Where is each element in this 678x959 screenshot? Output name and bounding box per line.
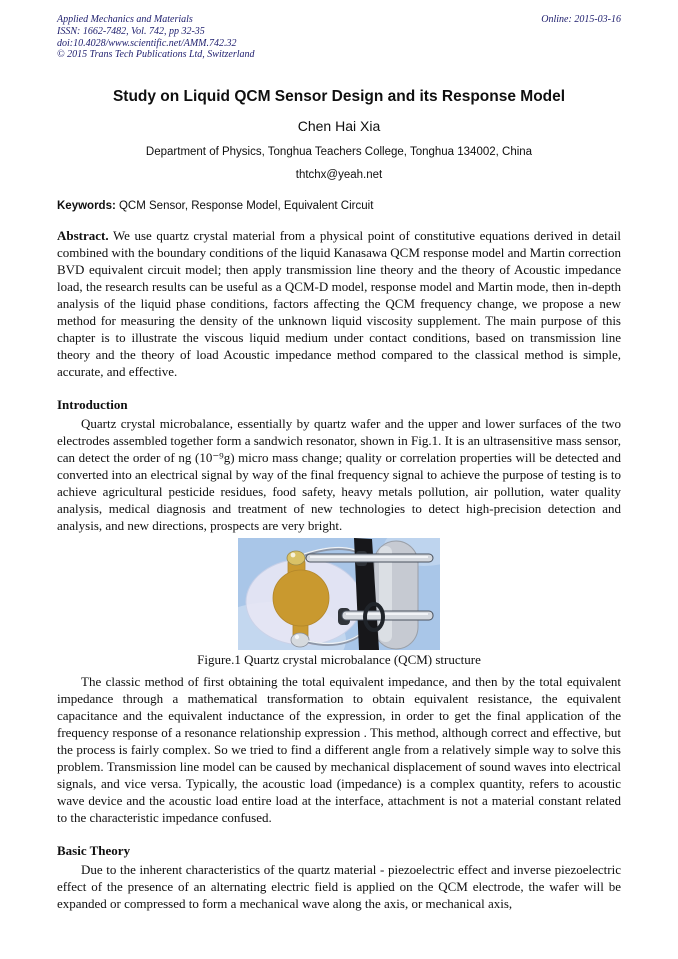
journal-doi: doi:10.4028/www.scientific.net/AMM.742.32 bbox=[57, 37, 237, 49]
gold-electrode bbox=[273, 570, 329, 626]
solder-blob-top bbox=[287, 551, 305, 565]
keywords-label: Keywords: bbox=[57, 200, 116, 213]
keywords-line bbox=[57, 200, 621, 212]
introduction-paragraph-2: The classic method of first obtaining the total equivalent impedance, and then by the total equivalent impedance through a mathematical transformation to obtain equivalent resistance, the equivalent capacitance and the equivalent inductance of the expression, in order to get the final application of the frequency response of a resonance relationship expression . This method, although correct and effective, but the process is fairly complex. So we tried to find a different angle from a relatively simple way to solve this problem. Transmission line model can be caused by mechanical displacement of sound waves into electrical signals, and vice versa. Typically, the acoustic load (impedance) is a complex quantity, refers to acoustic wave device and the acoustic load entire load at the interface, attachment is not a material constant related to the characteristic impedance confused. bbox=[57, 674, 621, 826]
pin-top-shine bbox=[310, 556, 428, 558]
section-heading-basic-theory: Basic Theory bbox=[57, 843, 131, 859]
journal-copyright: © 2015 Trans Tech Publications Ltd, Switzerland bbox=[57, 49, 255, 61]
keywords-text: QCM Sensor, Response Model, Equivalent Circuit bbox=[115, 200, 374, 213]
abstract-paragraph bbox=[57, 227, 621, 380]
figure-1 bbox=[57, 538, 621, 667]
introduction-paragraph-1: Quartz crystal microbalance, essentially by quartz wafer and the upper and lower surfaces of the two electrodes assembled together form a sandwich resonator, shown in Fig.1. It is an ultrasensitive mass sensor, can detect the order of ng (10⁻⁹g) micro mass change; quality or correlation properties will be detected and converted into an electrical signal by way of the final frequency signal to achieve the purpose of testing is to achieve agricultural pesticide residues, food safety, heavy metals pollution, air pollution, water quality analysis, medical diagnosis and treatment of new technologies to detect high-precision detection and analysis, and new directions, prospects are very bright. bbox=[57, 416, 621, 534]
abstract-label: Abstract. bbox=[57, 228, 109, 244]
basic-theory-paragraph-1: Due to the inherent characteristics of the quartz material - piezoelectric effect and inverse piezoelectric effect of the presence of an alternating electric field is applied on the QCM electrode, the wafer will be expanded or compressed to form a mechanical wave along the axis, or mechanical axis, bbox=[57, 862, 621, 912]
metal-pin-bottom bbox=[342, 611, 433, 620]
author-affiliation: Department of Physics, Tonghua Teachers College, Tonghua 134002, China bbox=[145, 146, 533, 159]
solder-blob-bottom-highlight bbox=[295, 635, 299, 639]
figure-caption: Figure.1 Quartz crystal microbalance (QCM) structure bbox=[197, 652, 481, 668]
journal-issn: ISSN: 1662-7482, Vol. 742, pp 32-35 bbox=[57, 25, 205, 37]
section-heading-introduction: Introduction bbox=[57, 397, 128, 413]
journal-info bbox=[57, 14, 255, 61]
qcm-photo bbox=[238, 538, 440, 650]
pin-bottom-shine bbox=[346, 613, 428, 615]
online-date: Online: 2015-03-16 bbox=[541, 14, 621, 25]
abstract-text: We use quartz crystal material from a physical point of constitutive equations derived in detail combined with the boundary conditions of the liquid Kanasawa QCM response model and Martin correction BVD equivalent circuit model; then apply transmission line theory and the theory of Acoustic impedance load, the research results can be useful as a QCM-D model, response model and Martin mode, then in-depth analysis of the liquid phase conditions, factors affecting the QCM frequency change, we propose a new method for measuring the density of the unknown liquid viscosity supplement. The main purpose of this chapter is to illustrate the viscous liquid medium under contact conditions, based on transmission line theory and the theory of load Acoustic impedance method compared to the classical method is simple, accurate, and effective. bbox=[57, 228, 621, 380]
journal-header bbox=[57, 14, 621, 61]
author-email: thtchx@yeah.net bbox=[295, 169, 383, 182]
author-name: Chen Hai Xia bbox=[297, 118, 381, 135]
solder-blob-bottom bbox=[291, 633, 309, 647]
paper-title: Study on Liquid QCM Sensor Design and its Response Model bbox=[112, 88, 566, 106]
journal-name: Applied Mechanics and Materials bbox=[57, 14, 193, 25]
solder-blob-top-highlight bbox=[291, 553, 296, 558]
